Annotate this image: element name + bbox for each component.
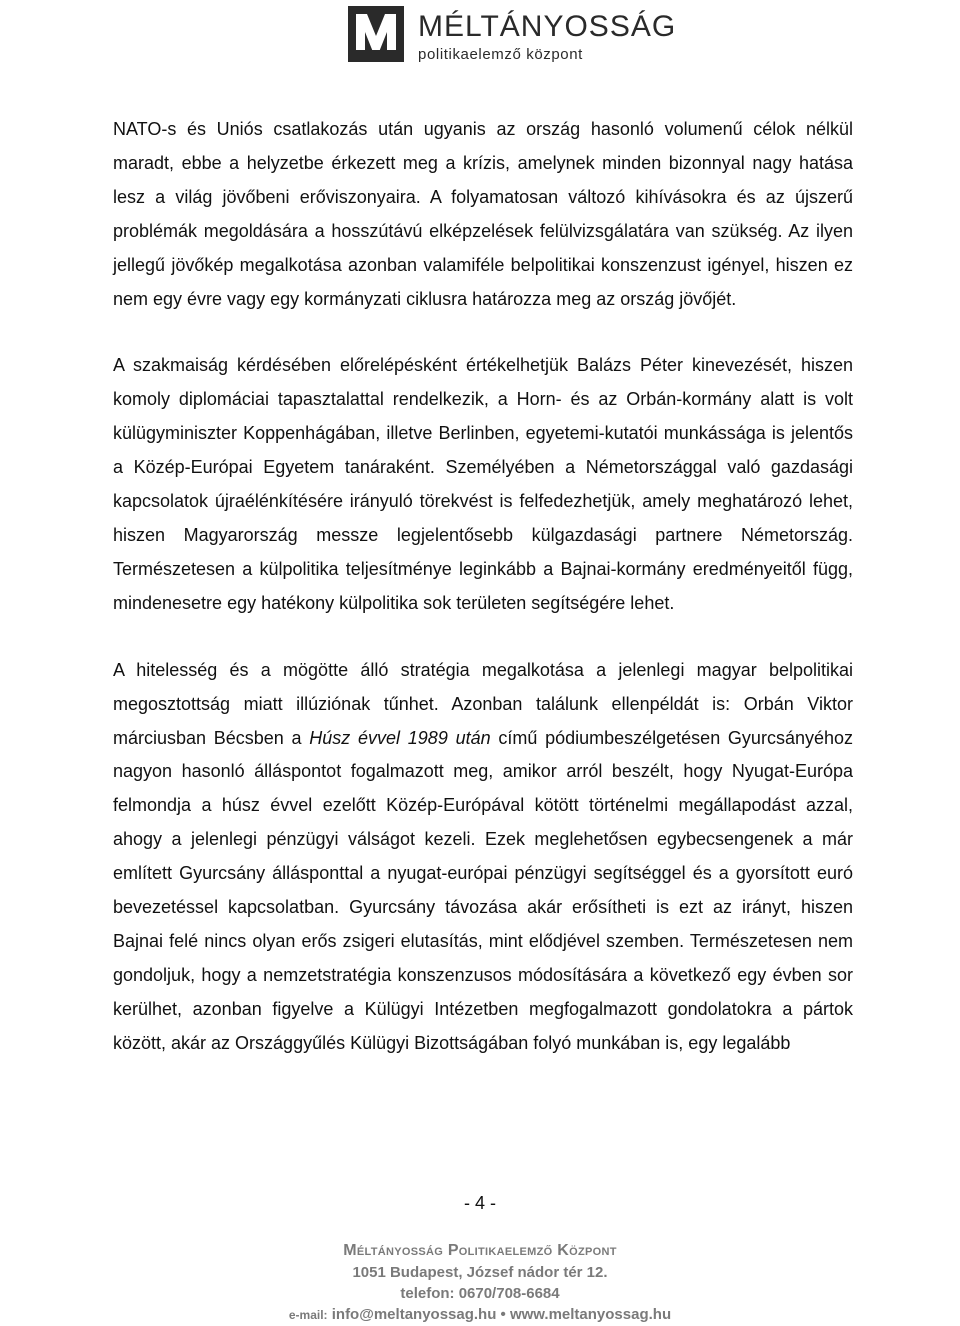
- footer-contact: [0, 1304, 960, 1326]
- logo-mark-icon: [346, 6, 406, 62]
- paragraph-1: [113, 113, 853, 316]
- page-number: - 4 -: [463, 1193, 496, 1213]
- footer-email-label: e-mail:: [288, 1308, 328, 1322]
- paragraph-3: [113, 654, 853, 1061]
- footer-address: 1051 Budapest, József nádor tér 12.: [352, 1264, 608, 1281]
- footer: [0, 1240, 960, 1326]
- event-title-italic: Húsz évvel 1989 után: [309, 727, 491, 748]
- paragraph-text: A hitelesség és a mögötte álló stratégia megalkotása a jelenlegi magyar belpolitikai megosztottság miatt illúziónak tűnhet. Azonban találunk ellenpéldát is: Orbán Viktor márciusban Bécsben a: [113, 659, 853, 748]
- document-body: [113, 113, 853, 1094]
- footer-phone: telefon: 0670/708-6684: [400, 1285, 560, 1302]
- logo-subtitle: politikaelemző központ: [418, 46, 583, 63]
- logo-name: MÉLTÁNYOSSÁG: [418, 10, 677, 43]
- paragraph-2: [113, 349, 853, 620]
- paragraph-text: című pódiumbeszélgetésen Gyurcsányéhoz nagyon hasonló álláspontot fogalmazott meg, amikor arról beszélt, hogy Nyugat-Európa felmondja a húsz évvel ezelőtt Közép-Európával kötött történelmi megállapodást azzal, ahogy a jelenlegi pénzügyi válságot kezeli. Ezek meglehetősen egybecsengenek a már említett Gyurcsány állásponttal a nyugat-európai pénzügyi segítséggel és a gyorsított euró bevezetéssel kapcsolatban. Gyurcsány távozása akár erősítheti is ezt az irányt, hiszen Bajnai felé nincs olyan erős zsigeri elutasítás, mint elődjével szemben. Természetesen nem gondoljuk, hogy a nemzetstratégia konszenzusos módosítására a következő egy évben sor kerülhet, azonban figyelve a Külügyi Intézetben megfogalmazott gondolatokra a pártok között, akár az Országgyűlés Külügyi Bizottságában folyó munkában is, egy legalább: [113, 727, 853, 1053]
- paragraph-text: NATO-s és Uniós csatlakozás után ugyanis az ország hasonló volumenű célok nélkül maradt, ebbe a helyzetbe érkezett meg a krízis, amelynek minden bizonnyal nagy hatása lesz a világ jövőbeni erőviszonyaira. A folyamatosan változó kihívásokra és az újszerű problémák megoldására a hosszútávú elképzelések felülvizsgálatára van szükség. Az ilyen jellegű jövőkép megalkotása azonban valamiféle belpolitikai konszenzust igényel, hiszen ez nem egy évre vagy egy kormányzati ciklusra határozza meg az ország jövőjét.: [113, 119, 853, 309]
- footer-org-name: Méltányosság Politikaelemző Központ: [343, 1242, 617, 1259]
- paragraph-text: A szakmaiság kérdésében előrelépésként értékelhetjük Balázs Péter kinevezését, hiszen komoly diplomáciai tapasztalattal rendelkezik, a Horn- és az Orbán-kormány alatt is volt külügyminiszter Koppenhágában, illetve Berlinben, egyetemi-kutatói munkássága is jelentős a Közép-Európai Egyetem tanáraként. Személyében a Németországgal való gazdasági kapcsolatok újraélénkítésére irányuló törekvést is felfedezhetjük, amely meghatározó lehet, hiszen Magyarország messze legjelentősebb külgazdasági partnere Németország. Természetesen a külpolitika teljesítménye leginkább a Bajnai-kormány eredményeitől függ, mindenesetre egy hatékony külpolitika sok területen segítségére lehet.: [113, 355, 853, 613]
- footer-email-web[interactable]: info@meltanyossag.hu • www.meltanyossag.hu: [331, 1306, 672, 1323]
